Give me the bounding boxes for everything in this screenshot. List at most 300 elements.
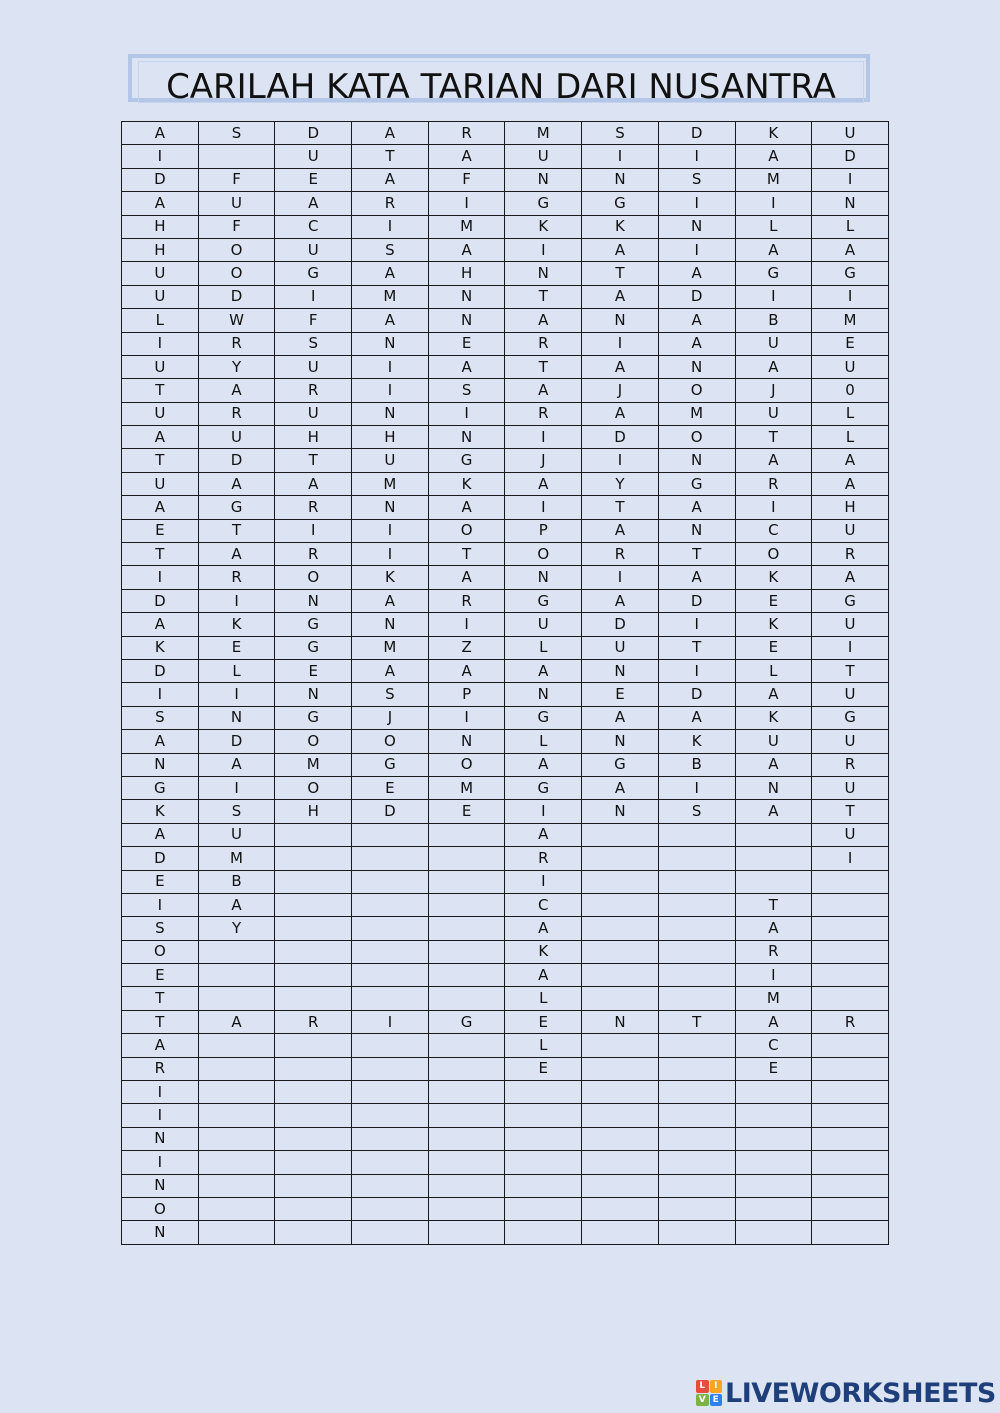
grid-cell[interactable]: R [198, 566, 275, 589]
grid-cell[interactable]: A [505, 823, 582, 846]
grid-cell[interactable]: I [198, 589, 275, 612]
grid-cell[interactable]: U [198, 823, 275, 846]
grid-cell[interactable]: S [198, 800, 275, 823]
grid-cell[interactable]: R [275, 1010, 352, 1033]
grid-cell[interactable]: L [505, 1034, 582, 1057]
grid-cell[interactable]: I [812, 847, 889, 870]
grid-cell[interactable]: T [122, 543, 199, 566]
grid-cell[interactable]: E [582, 683, 659, 706]
grid-cell[interactable]: S [582, 122, 659, 145]
grid-cell[interactable] [658, 940, 735, 963]
grid-cell[interactable] [812, 1034, 889, 1057]
grid-cell[interactable]: D [198, 285, 275, 308]
grid-cell[interactable]: I [352, 1010, 429, 1033]
grid-cell[interactable]: R [275, 379, 352, 402]
grid-cell[interactable] [198, 1174, 275, 1197]
grid-cell[interactable] [658, 1081, 735, 1104]
grid-cell[interactable]: T [505, 285, 582, 308]
grid-cell[interactable] [658, 823, 735, 846]
grid-cell[interactable] [198, 1081, 275, 1104]
grid-cell[interactable] [582, 1057, 659, 1080]
grid-cell[interactable] [198, 964, 275, 987]
grid-cell[interactable]: A [352, 122, 429, 145]
grid-cell[interactable]: N [582, 659, 659, 682]
grid-cell[interactable]: I [352, 543, 429, 566]
grid-cell[interactable]: D [658, 122, 735, 145]
grid-cell[interactable]: K [122, 800, 199, 823]
grid-cell[interactable]: I [122, 332, 199, 355]
grid-cell[interactable]: D [275, 122, 352, 145]
grid-cell[interactable]: I [428, 402, 505, 425]
grid-cell[interactable] [812, 1057, 889, 1080]
grid-cell[interactable]: A [505, 753, 582, 776]
grid-cell[interactable] [735, 823, 812, 846]
grid-cell[interactable] [275, 847, 352, 870]
grid-cell[interactable] [735, 1127, 812, 1150]
grid-cell[interactable]: A [812, 238, 889, 261]
grid-cell[interactable]: A [658, 496, 735, 519]
grid-cell[interactable]: U [352, 449, 429, 472]
grid-cell[interactable] [582, 987, 659, 1010]
grid-cell[interactable]: C [505, 893, 582, 916]
grid-cell[interactable]: I [352, 379, 429, 402]
grid-cell[interactable]: I [658, 659, 735, 682]
grid-cell[interactable] [428, 1197, 505, 1220]
grid-cell[interactable]: I [505, 800, 582, 823]
grid-cell[interactable]: E [735, 1057, 812, 1080]
grid-cell[interactable]: I [505, 426, 582, 449]
grid-cell[interactable] [582, 917, 659, 940]
grid-cell[interactable]: O [735, 543, 812, 566]
grid-cell[interactable]: U [735, 730, 812, 753]
grid-cell[interactable]: N [428, 285, 505, 308]
grid-cell[interactable]: G [812, 262, 889, 285]
grid-cell[interactable]: R [198, 402, 275, 425]
grid-cell[interactable]: O [122, 940, 199, 963]
grid-cell[interactable] [582, 1034, 659, 1057]
grid-cell[interactable]: N [505, 683, 582, 706]
grid-cell[interactable]: R [352, 192, 429, 215]
grid-cell[interactable] [352, 1127, 429, 1150]
grid-cell[interactable]: G [505, 192, 582, 215]
grid-cell[interactable]: A [735, 145, 812, 168]
grid-cell[interactable]: H [428, 262, 505, 285]
grid-cell[interactable]: I [352, 215, 429, 238]
grid-cell[interactable]: T [658, 636, 735, 659]
grid-cell[interactable]: T [812, 659, 889, 682]
grid-cell[interactable]: O [352, 730, 429, 753]
grid-cell[interactable] [275, 940, 352, 963]
grid-cell[interactable] [812, 1104, 889, 1127]
grid-cell[interactable]: G [428, 449, 505, 472]
grid-cell[interactable]: N [505, 262, 582, 285]
grid-cell[interactable] [658, 1127, 735, 1150]
grid-cell[interactable]: J [735, 379, 812, 402]
grid-cell[interactable]: S [122, 706, 199, 729]
grid-cell[interactable]: A [428, 145, 505, 168]
grid-cell[interactable]: N [735, 776, 812, 799]
grid-cell[interactable] [428, 847, 505, 870]
grid-cell[interactable]: M [198, 847, 275, 870]
grid-cell[interactable]: A [122, 730, 199, 753]
grid-cell[interactable]: I [735, 964, 812, 987]
grid-cell[interactable]: N [582, 800, 659, 823]
grid-cell[interactable] [198, 987, 275, 1010]
grid-cell[interactable]: U [122, 472, 199, 495]
grid-cell[interactable]: M [428, 215, 505, 238]
grid-cell[interactable]: A [428, 659, 505, 682]
grid-cell[interactable]: R [812, 1010, 889, 1033]
grid-cell[interactable]: A [658, 332, 735, 355]
grid-cell[interactable]: R [735, 472, 812, 495]
grid-cell[interactable] [735, 1151, 812, 1174]
grid-cell[interactable]: I [275, 285, 352, 308]
grid-cell[interactable]: Z [428, 636, 505, 659]
grid-cell[interactable] [812, 1197, 889, 1220]
grid-cell[interactable] [275, 1197, 352, 1220]
grid-cell[interactable]: 0 [812, 379, 889, 402]
grid-cell[interactable]: A [658, 309, 735, 332]
grid-cell[interactable]: N [275, 589, 352, 612]
grid-cell[interactable]: A [505, 379, 582, 402]
grid-cell[interactable] [352, 1034, 429, 1057]
grid-cell[interactable] [812, 893, 889, 916]
grid-cell[interactable]: U [735, 402, 812, 425]
grid-cell[interactable]: I [198, 776, 275, 799]
grid-cell[interactable]: U [122, 355, 199, 378]
grid-cell[interactable] [352, 917, 429, 940]
grid-cell[interactable] [275, 870, 352, 893]
grid-cell[interactable]: A [352, 309, 429, 332]
grid-cell[interactable] [812, 870, 889, 893]
grid-cell[interactable] [428, 1034, 505, 1057]
grid-cell[interactable]: S [122, 917, 199, 940]
grid-cell[interactable]: H [275, 426, 352, 449]
grid-cell[interactable]: S [275, 332, 352, 355]
grid-cell[interactable] [352, 1151, 429, 1174]
grid-cell[interactable] [275, 917, 352, 940]
grid-cell[interactable]: A [582, 355, 659, 378]
grid-cell[interactable]: M [735, 987, 812, 1010]
grid-cell[interactable]: M [428, 776, 505, 799]
grid-cell[interactable]: I [428, 613, 505, 636]
grid-cell[interactable] [582, 940, 659, 963]
grid-cell[interactable]: M [352, 636, 429, 659]
grid-cell[interactable]: A [582, 776, 659, 799]
grid-cell[interactable]: R [428, 589, 505, 612]
grid-cell[interactable]: R [582, 543, 659, 566]
grid-cell[interactable]: N [582, 309, 659, 332]
grid-cell[interactable]: G [582, 753, 659, 776]
grid-cell[interactable]: D [658, 285, 735, 308]
grid-cell[interactable]: A [352, 262, 429, 285]
grid-cell[interactable]: O [428, 753, 505, 776]
grid-cell[interactable]: E [428, 332, 505, 355]
grid-cell[interactable]: A [122, 496, 199, 519]
grid-cell[interactable]: C [735, 1034, 812, 1057]
grid-cell[interactable]: A [582, 402, 659, 425]
grid-cell[interactable]: J [352, 706, 429, 729]
grid-cell[interactable]: T [582, 262, 659, 285]
grid-cell[interactable] [428, 1127, 505, 1150]
grid-cell[interactable]: A [352, 168, 429, 191]
grid-cell[interactable]: I [122, 1151, 199, 1174]
grid-cell[interactable] [505, 1151, 582, 1174]
grid-cell[interactable]: D [582, 426, 659, 449]
grid-cell[interactable] [735, 1081, 812, 1104]
grid-cell[interactable]: G [735, 262, 812, 285]
grid-cell[interactable] [275, 1127, 352, 1150]
grid-cell[interactable] [198, 1151, 275, 1174]
grid-cell[interactable]: I [428, 706, 505, 729]
grid-cell[interactable]: I [658, 145, 735, 168]
grid-cell[interactable]: Y [198, 917, 275, 940]
grid-cell[interactable]: G [582, 192, 659, 215]
grid-cell[interactable]: G [275, 706, 352, 729]
grid-cell[interactable]: A [198, 379, 275, 402]
grid-cell[interactable]: E [275, 659, 352, 682]
grid-cell[interactable]: T [428, 543, 505, 566]
grid-cell[interactable] [735, 1197, 812, 1220]
grid-cell[interactable] [812, 987, 889, 1010]
grid-cell[interactable]: T [582, 496, 659, 519]
grid-cell[interactable]: A [735, 449, 812, 472]
grid-cell[interactable]: I [198, 683, 275, 706]
grid-cell[interactable]: P [505, 519, 582, 542]
grid-cell[interactable]: I [275, 519, 352, 542]
grid-cell[interactable]: U [122, 285, 199, 308]
grid-cell[interactable]: L [735, 215, 812, 238]
grid-cell[interactable]: K [735, 122, 812, 145]
grid-cell[interactable]: A [735, 1010, 812, 1033]
grid-cell[interactable]: U [812, 355, 889, 378]
grid-cell[interactable]: H [812, 496, 889, 519]
grid-cell[interactable]: T [275, 449, 352, 472]
grid-cell[interactable]: A [198, 1010, 275, 1033]
grid-cell[interactable]: O [122, 1197, 199, 1220]
grid-cell[interactable]: A [198, 893, 275, 916]
grid-cell[interactable] [352, 1221, 429, 1244]
grid-cell[interactable]: R [505, 402, 582, 425]
grid-cell[interactable] [198, 145, 275, 168]
grid-cell[interactable] [275, 893, 352, 916]
grid-cell[interactable]: L [122, 309, 199, 332]
grid-cell[interactable]: O [505, 543, 582, 566]
grid-cell[interactable]: J [505, 449, 582, 472]
grid-cell[interactable] [735, 1104, 812, 1127]
grid-cell[interactable]: D [582, 613, 659, 636]
grid-cell[interactable] [352, 893, 429, 916]
grid-cell[interactable]: L [812, 426, 889, 449]
grid-cell[interactable] [352, 870, 429, 893]
grid-cell[interactable]: R [275, 496, 352, 519]
grid-cell[interactable] [582, 1221, 659, 1244]
grid-cell[interactable]: I [122, 1104, 199, 1127]
grid-cell[interactable] [428, 870, 505, 893]
grid-cell[interactable] [812, 964, 889, 987]
grid-cell[interactable] [352, 1174, 429, 1197]
grid-cell[interactable]: O [658, 426, 735, 449]
grid-cell[interactable] [428, 987, 505, 1010]
grid-cell[interactable]: R [122, 1057, 199, 1080]
grid-cell[interactable]: U [735, 332, 812, 355]
grid-cell[interactable] [658, 1197, 735, 1220]
grid-cell[interactable]: A [812, 472, 889, 495]
grid-cell[interactable]: E [198, 636, 275, 659]
grid-cell[interactable] [505, 1081, 582, 1104]
grid-cell[interactable]: M [352, 472, 429, 495]
grid-cell[interactable]: I [658, 776, 735, 799]
grid-cell[interactable] [658, 1104, 735, 1127]
grid-cell[interactable]: S [658, 168, 735, 191]
grid-cell[interactable] [198, 940, 275, 963]
grid-cell[interactable]: G [505, 776, 582, 799]
grid-cell[interactable]: N [658, 519, 735, 542]
grid-cell[interactable]: G [122, 776, 199, 799]
grid-cell[interactable]: O [428, 519, 505, 542]
grid-cell[interactable]: K [505, 940, 582, 963]
grid-cell[interactable] [275, 1221, 352, 1244]
grid-cell[interactable]: A [122, 192, 199, 215]
grid-cell[interactable] [812, 1081, 889, 1104]
grid-cell[interactable]: A [122, 823, 199, 846]
grid-cell[interactable]: M [352, 285, 429, 308]
grid-cell[interactable]: F [275, 309, 352, 332]
grid-cell[interactable]: A [505, 472, 582, 495]
grid-cell[interactable]: R [428, 122, 505, 145]
grid-cell[interactable]: N [658, 215, 735, 238]
grid-cell[interactable]: N [122, 1174, 199, 1197]
grid-cell[interactable]: G [505, 706, 582, 729]
grid-cell[interactable] [505, 1221, 582, 1244]
grid-cell[interactable] [505, 1104, 582, 1127]
grid-cell[interactable] [275, 1151, 352, 1174]
grid-cell[interactable] [735, 1221, 812, 1244]
grid-cell[interactable]: D [812, 145, 889, 168]
grid-cell[interactable] [428, 1057, 505, 1080]
grid-cell[interactable] [505, 1127, 582, 1150]
grid-cell[interactable]: A [735, 753, 812, 776]
grid-cell[interactable]: A [275, 192, 352, 215]
grid-cell[interactable]: G [428, 1010, 505, 1033]
grid-cell[interactable] [812, 917, 889, 940]
grid-cell[interactable]: H [122, 215, 199, 238]
grid-cell[interactable] [582, 1081, 659, 1104]
grid-cell[interactable]: N [122, 1221, 199, 1244]
grid-cell[interactable]: D [658, 683, 735, 706]
grid-cell[interactable]: I [582, 566, 659, 589]
grid-cell[interactable]: A [122, 613, 199, 636]
grid-cell[interactable]: E [275, 168, 352, 191]
grid-cell[interactable]: I [352, 355, 429, 378]
grid-cell[interactable]: O [198, 238, 275, 261]
grid-cell[interactable]: N [198, 706, 275, 729]
grid-cell[interactable]: E [505, 1057, 582, 1080]
grid-cell[interactable]: I [122, 683, 199, 706]
grid-cell[interactable]: I [505, 870, 582, 893]
grid-cell[interactable]: N [428, 426, 505, 449]
grid-cell[interactable]: I [582, 449, 659, 472]
grid-cell[interactable]: U [198, 426, 275, 449]
grid-cell[interactable] [352, 940, 429, 963]
grid-cell[interactable]: D [198, 449, 275, 472]
grid-cell[interactable]: R [275, 543, 352, 566]
grid-cell[interactable] [275, 1174, 352, 1197]
grid-cell[interactable]: M [658, 402, 735, 425]
grid-cell[interactable]: M [505, 122, 582, 145]
grid-cell[interactable]: I [658, 238, 735, 261]
grid-cell[interactable]: A [658, 566, 735, 589]
grid-cell[interactable]: R [505, 332, 582, 355]
grid-cell[interactable]: H [352, 426, 429, 449]
grid-cell[interactable]: D [352, 800, 429, 823]
grid-cell[interactable]: A [352, 659, 429, 682]
grid-cell[interactable]: T [505, 355, 582, 378]
grid-cell[interactable]: N [352, 402, 429, 425]
grid-cell[interactable]: A [122, 122, 199, 145]
grid-cell[interactable]: T [122, 987, 199, 1010]
grid-cell[interactable]: T [122, 449, 199, 472]
grid-cell[interactable]: A [812, 566, 889, 589]
grid-cell[interactable]: I [658, 613, 735, 636]
grid-cell[interactable] [658, 1034, 735, 1057]
grid-cell[interactable]: D [122, 659, 199, 682]
grid-cell[interactable]: A [428, 566, 505, 589]
grid-cell[interactable]: I [122, 145, 199, 168]
grid-cell[interactable]: L [735, 659, 812, 682]
grid-cell[interactable]: K [582, 215, 659, 238]
grid-cell[interactable]: O [275, 776, 352, 799]
grid-cell[interactable]: N [122, 1127, 199, 1150]
grid-cell[interactable]: A [582, 706, 659, 729]
grid-cell[interactable]: A [275, 472, 352, 495]
grid-cell[interactable]: H [122, 238, 199, 261]
grid-cell[interactable]: A [122, 1034, 199, 1057]
grid-cell[interactable]: A [198, 472, 275, 495]
grid-cell[interactable]: A [352, 589, 429, 612]
grid-cell[interactable] [735, 847, 812, 870]
grid-cell[interactable]: I [812, 168, 889, 191]
grid-cell[interactable] [658, 893, 735, 916]
grid-cell[interactable] [352, 1197, 429, 1220]
grid-cell[interactable]: U [505, 145, 582, 168]
grid-cell[interactable] [428, 823, 505, 846]
grid-cell[interactable]: U [505, 613, 582, 636]
grid-cell[interactable] [582, 847, 659, 870]
grid-cell[interactable] [582, 1174, 659, 1197]
grid-cell[interactable] [428, 917, 505, 940]
grid-cell[interactable]: N [275, 683, 352, 706]
grid-cell[interactable] [582, 1104, 659, 1127]
grid-cell[interactable] [275, 987, 352, 1010]
grid-cell[interactable]: T [352, 145, 429, 168]
grid-cell[interactable]: E [735, 589, 812, 612]
grid-cell[interactable]: U [122, 262, 199, 285]
grid-cell[interactable] [428, 964, 505, 987]
grid-cell[interactable]: E [812, 332, 889, 355]
grid-cell[interactable] [582, 870, 659, 893]
grid-cell[interactable]: N [122, 753, 199, 776]
grid-cell[interactable]: F [198, 215, 275, 238]
grid-cell[interactable]: I [122, 893, 199, 916]
grid-cell[interactable]: N [582, 730, 659, 753]
grid-cell[interactable]: L [198, 659, 275, 682]
grid-cell[interactable]: A [812, 449, 889, 472]
grid-cell[interactable]: A [198, 753, 275, 776]
grid-cell[interactable]: J [582, 379, 659, 402]
grid-cell[interactable]: E [735, 636, 812, 659]
grid-cell[interactable]: A [428, 238, 505, 261]
